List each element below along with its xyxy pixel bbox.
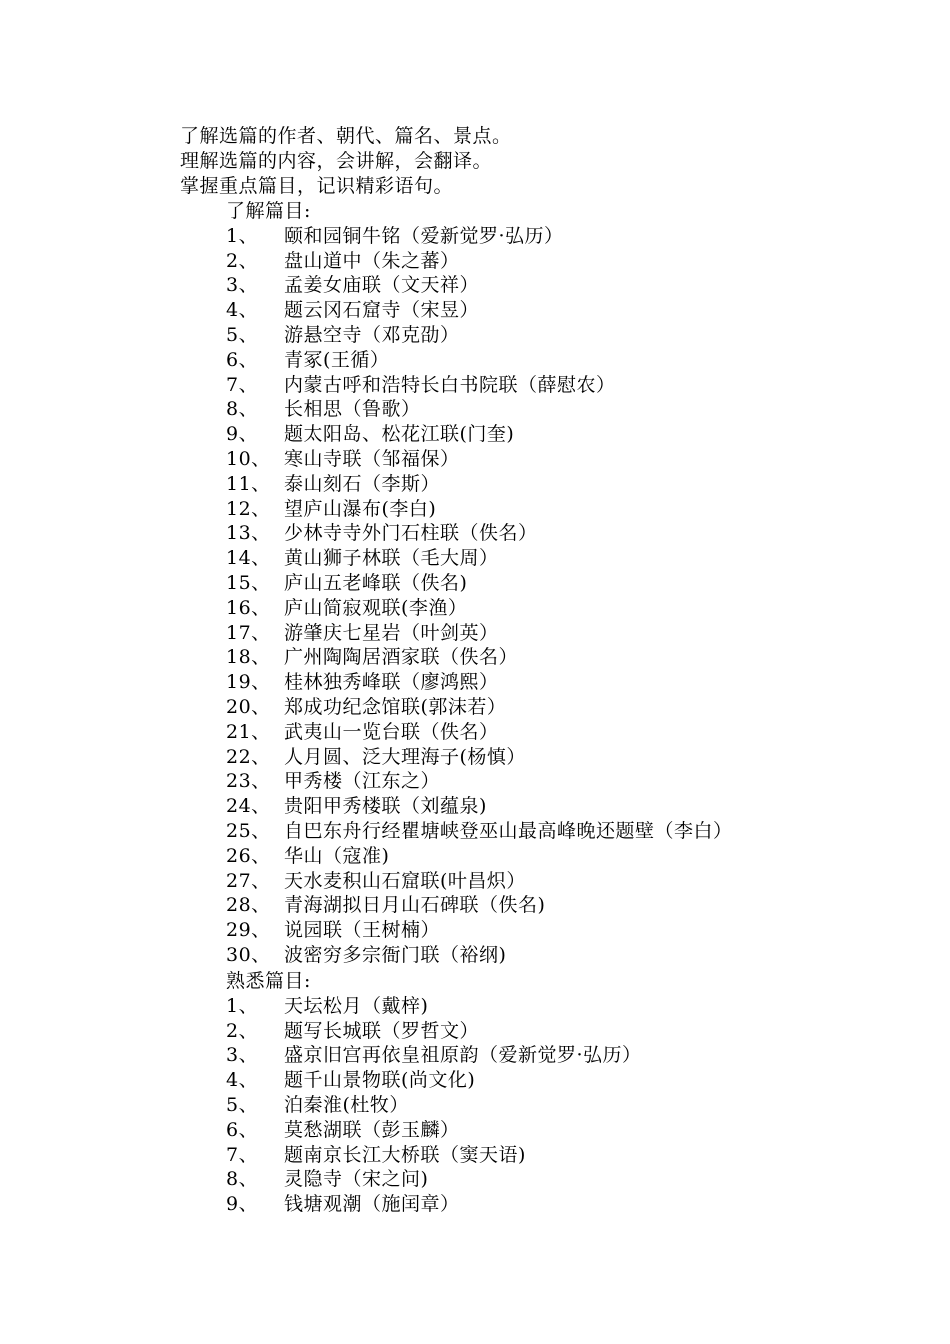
item-title: 题云冈石窟寺（宋昱） (284, 299, 480, 322)
item-number: 3、 (226, 274, 259, 297)
list-item (226, 645, 733, 670)
list-item (226, 348, 733, 373)
item-title: 天水麦积山石窟联(叶昌炽） (284, 869, 526, 892)
list-item (226, 994, 642, 1019)
item-title: 少林寺寺外门石柱联（佚名） (284, 522, 538, 545)
item-number: 22、 (226, 745, 271, 768)
item-number: 7、 (226, 1143, 259, 1166)
item-title: 灵隐寺（宋之问) (284, 1168, 429, 1191)
list-item (226, 720, 733, 745)
intro-block (180, 124, 512, 198)
section-understand (226, 199, 733, 968)
list-item (226, 621, 733, 646)
item-number: 3、 (226, 1044, 259, 1067)
list-item (226, 918, 733, 943)
item-list (226, 994, 642, 1217)
item-title: 题南京长江大桥联（窦天语) (284, 1143, 526, 1166)
item-title: 天坛松月（戴梓) (284, 994, 429, 1017)
item-number: 28、 (226, 894, 271, 917)
list-item (226, 745, 733, 770)
item-number: 8、 (226, 1168, 259, 1191)
list-item (226, 472, 733, 497)
item-title: 人月圆、泛大理海子(杨慎） (284, 745, 526, 768)
item-title: 题太阳岛、松花江联(门奎) (284, 423, 515, 446)
item-title: 盘山道中（朱之蕃） (284, 249, 460, 272)
item-title: 黄山狮子林联（毛大周） (284, 547, 499, 570)
list-item (226, 1068, 642, 1093)
list-item (226, 695, 733, 720)
list-item (226, 596, 733, 621)
item-number: 24、 (226, 795, 271, 818)
item-number: 7、 (226, 373, 259, 396)
item-title: 孟姜女庙联（文天祥） (284, 274, 480, 297)
item-number: 5、 (226, 1093, 259, 1116)
list-item (226, 373, 733, 398)
list-item (226, 571, 733, 596)
list-item (226, 1192, 642, 1217)
item-number: 2、 (226, 249, 259, 272)
list-item (226, 844, 733, 869)
list-item (226, 1093, 642, 1118)
list-item (226, 298, 733, 323)
list-item (226, 1019, 642, 1044)
list-item (226, 249, 733, 274)
item-title: 青冢(王循） (284, 348, 390, 371)
item-number: 9、 (226, 423, 259, 446)
item-title: 泊秦淮(杜牧） (284, 1093, 409, 1116)
intro-line: 掌握重点篇目，记识精彩语句。 (180, 174, 454, 197)
list-item (226, 869, 733, 894)
list-item (226, 893, 733, 918)
item-number: 19、 (226, 671, 271, 694)
item-title: 内蒙古呼和浩特长白书院联（薛慰农） (284, 373, 616, 396)
list-item (226, 397, 733, 422)
item-number: 10、 (226, 447, 271, 470)
list-item (226, 447, 733, 472)
item-title: 泰山刻石（李斯） (284, 472, 441, 495)
intro-line: 理解选篇的内容，会讲解，会翻译。 (180, 149, 493, 172)
item-number: 1、 (226, 224, 259, 247)
item-title: 盛京旧宫再依皇祖原韵（爱新觉罗·弘历） (284, 1044, 642, 1067)
item-number: 30、 (226, 943, 271, 966)
list-item (226, 1043, 642, 1068)
item-title: 说园联（王树楠） (284, 919, 441, 942)
item-title: 郑成功纪念馆联(郭沫若） (284, 695, 507, 718)
item-title: 题写长城联（罗哲文） (284, 1019, 480, 1042)
list-item (226, 819, 733, 844)
item-number: 27、 (226, 869, 271, 892)
list-item (226, 1167, 642, 1192)
item-number: 4、 (226, 299, 259, 322)
item-number: 15、 (226, 571, 271, 594)
item-number: 6、 (226, 348, 259, 371)
item-number: 21、 (226, 720, 271, 743)
item-number: 29、 (226, 919, 271, 942)
item-number: 12、 (226, 497, 271, 520)
item-title: 青海湖拟日月山石碑联（佚名) (284, 894, 546, 917)
list-item (226, 794, 733, 819)
list-item (226, 943, 733, 968)
item-number: 8、 (226, 398, 259, 421)
item-title: 庐山简寂观联(李渔） (284, 596, 468, 619)
list-item (226, 546, 733, 571)
item-title: 庐山五老峰联（佚名) (284, 571, 468, 594)
section-familiar (226, 969, 642, 1217)
item-number: 25、 (226, 819, 271, 842)
list-item (226, 1143, 642, 1168)
list-item (226, 1118, 642, 1143)
item-title: 广州陶陶居酒家联（佚名） (284, 646, 519, 669)
section-heading: 了解篇目: (226, 200, 311, 222)
list-item (226, 670, 733, 695)
item-number: 9、 (226, 1193, 259, 1216)
section-heading: 熟悉篇目: (226, 970, 311, 992)
item-title: 贵阳甲秀楼联（刘蕴泉) (284, 795, 487, 818)
item-title: 颐和园铜牛铭（爱新觉罗·弘历） (284, 224, 564, 247)
list-item (226, 769, 733, 794)
list-item (226, 497, 733, 522)
item-list (226, 224, 733, 968)
item-number: 1、 (226, 994, 259, 1017)
item-title: 华山（寇准) (284, 844, 390, 867)
item-title: 寒山寺联（邹福保） (284, 447, 460, 470)
list-item (226, 422, 733, 447)
item-number: 18、 (226, 646, 271, 669)
list-item (226, 273, 733, 298)
item-number: 2、 (226, 1019, 259, 1042)
item-number: 13、 (226, 522, 271, 545)
item-number: 6、 (226, 1118, 259, 1141)
item-title: 甲秀楼（江东之） (284, 770, 441, 793)
item-number: 23、 (226, 770, 271, 793)
item-title: 自巴东舟行经瞿塘峡登巫山最高峰晚还题壁（李白） (284, 819, 733, 842)
item-number: 11、 (226, 472, 271, 495)
item-title: 长相思（鲁歌） (284, 398, 421, 421)
item-title: 桂林独秀峰联（廖鸿熙） (284, 671, 499, 694)
list-item (226, 521, 733, 546)
list-item (226, 323, 733, 348)
list-item (226, 224, 733, 249)
item-number: 20、 (226, 695, 271, 718)
item-title: 莫愁湖联（彭玉麟） (284, 1118, 460, 1141)
item-number: 5、 (226, 323, 259, 346)
item-title: 望庐山瀑布(李白) (284, 497, 437, 520)
item-number: 14、 (226, 547, 271, 570)
item-title: 钱塘观潮（施闰章） (284, 1193, 460, 1216)
item-number: 4、 (226, 1069, 259, 1092)
item-number: 26、 (226, 844, 271, 867)
item-title: 游悬空寺（邓克劭） (284, 323, 460, 346)
item-title: 武夷山一览台联（佚名） (284, 720, 499, 743)
item-title: 波密穷多宗衙门联（裕纲) (284, 943, 507, 966)
item-number: 16、 (226, 596, 271, 619)
item-number: 17、 (226, 621, 271, 644)
item-title: 游肇庆七星岩（叶剑英） (284, 621, 499, 644)
intro-line: 了解选篇的作者、朝代、篇名、景点。 (180, 125, 512, 147)
item-title: 题千山景物联(尚文化) (284, 1069, 476, 1092)
